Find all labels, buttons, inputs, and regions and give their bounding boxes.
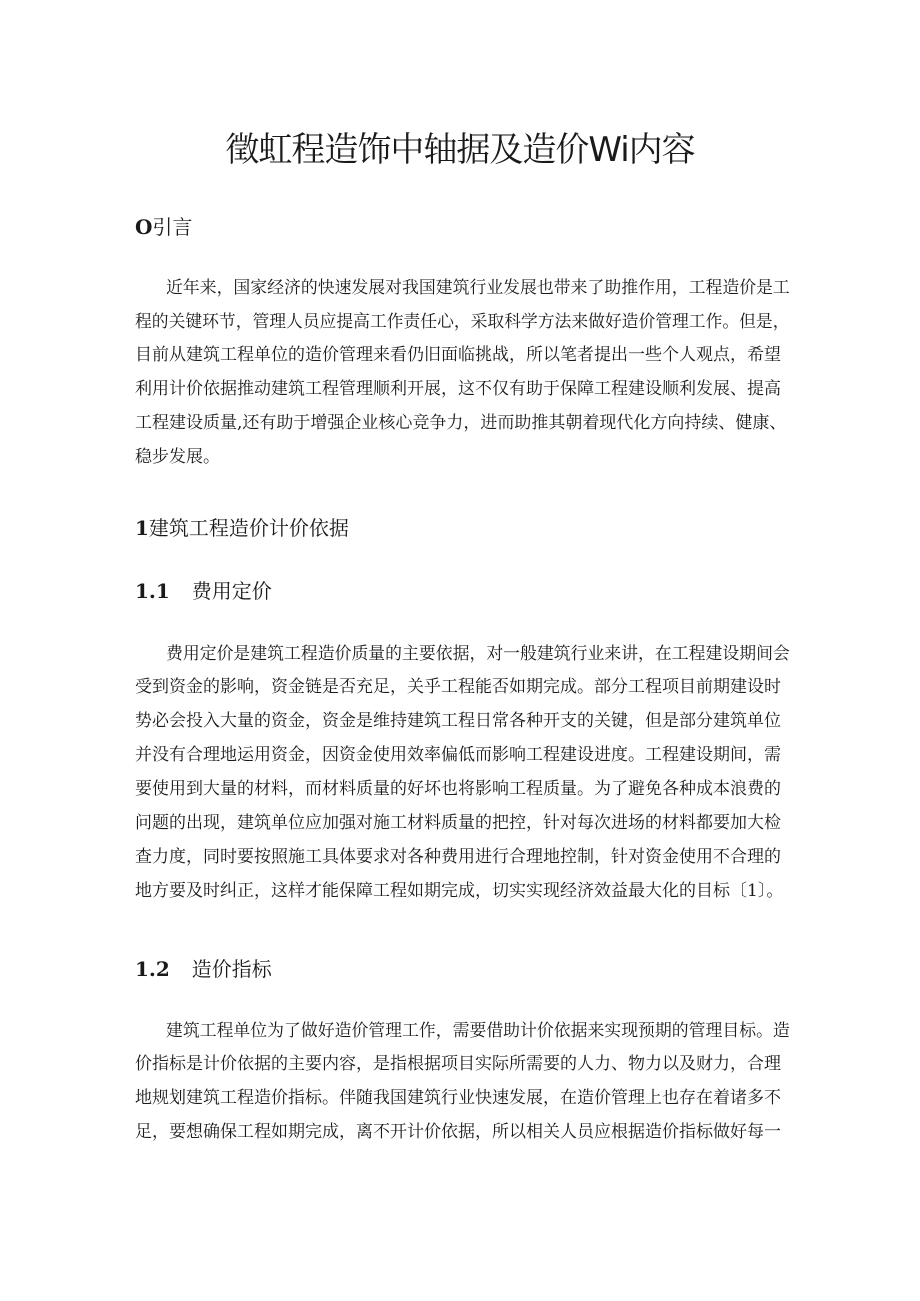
section-number: O (135, 215, 153, 239)
paragraph-line: 稳步发展。 (135, 447, 220, 467)
paragraph-line: 建筑工程单位为了做好造价管理工作，需要借助计价依据来实现预期的管理目标。造 (166, 1020, 790, 1040)
paragraph-line: 地方要及时纠正，这样才能保障工程如期完成，切实实现经济效益最大化的目标〔1〕。 (135, 881, 784, 901)
paragraph-line: 受到资金的影响，资金链是否充足，关乎工程能否如期完成。部分工程项目前期建设时 (135, 677, 781, 697)
section-title: 建筑工程造价计价依据 (148, 516, 349, 540)
section-heading-1 (135, 514, 349, 542)
paragraph-intro (135, 270, 790, 474)
paragraph-1-2 (135, 1013, 790, 1149)
section-heading-intro (135, 213, 192, 241)
paragraph-line: 工程建设质量,还有助于增强企业核心竞争力，进而助推其朝着现代化方向持续、健康、 (135, 413, 787, 433)
section-number: 1.2 (135, 957, 170, 981)
paragraph-line: 程的关键环节，管理人员应提高工作责任心，采取科学方法来做好造价管理工作。但是， (135, 311, 790, 331)
section-title: 引言 (152, 215, 193, 239)
paragraph-line: 足，要想确保工程如期完成，离不开计价依据，所以相关人员应根据造价指标做好每一 (135, 1122, 781, 1142)
section-title: 造价指标 (191, 957, 272, 981)
document-title: 徵虹程造饰中轴据及造价Wi内容 (225, 130, 695, 170)
paragraph-line: 地规划建筑工程造价指标。伴随我国建筑行业快速发展，在造价管理上也存在着诸多不 (135, 1088, 781, 1108)
paragraph-line: 势必会投入大量的资金，资金是维持建筑工程日常各种开支的关键，但是部分建筑单位 (135, 711, 781, 731)
paragraph-line: 查力度，同时要按照施工具体要求对各种费用进行合理地控制，针对资金使用不合理的 (135, 847, 781, 867)
section-heading-1-2 (135, 955, 272, 983)
section-number: 1 (135, 516, 149, 540)
paragraph-line: 利用计价依据推动建筑工程管理顺利开展，这不仅有助于保障工程建设顺利发展、提高 (135, 379, 781, 399)
paragraph-1-1 (135, 636, 790, 908)
paragraph-line: 近年来，国家经济的快速发展对我国建筑行业发展也带来了助推作用，工程造价是工 (166, 277, 790, 297)
paragraph-line: 费用定价是建筑工程造价质量的主要依据，对一般建筑行业来讲，在工程建设期间会 (166, 643, 790, 663)
section-number: 1.1 (135, 579, 170, 603)
paragraph-line: 问题的出现，建筑单位应加强对施工材料质量的把控，针对每次进场的材料都要加大检 (135, 813, 781, 833)
paragraph-line: 价指标是计价依据的主要内容，是指根据项目实际所需要的人力、物力以及财力，合理 (135, 1054, 781, 1074)
section-title: 费用定价 (191, 579, 272, 603)
paragraph-line: 并没有合理地运用资金，因资金使用效率偏低而影响工程建设进度。工程建设期间，需 (135, 745, 781, 765)
section-heading-1-1 (135, 577, 272, 605)
paragraph-line: 要使用到大量的材料，而材料质量的好坏也将影响工程质量。为了避免各种成本浪费的 (135, 779, 781, 799)
paragraph-line: 目前从建筑工程单位的造价管理来看仍旧面临挑战，所以笔者提出一些个人观点，希望 (135, 345, 781, 365)
